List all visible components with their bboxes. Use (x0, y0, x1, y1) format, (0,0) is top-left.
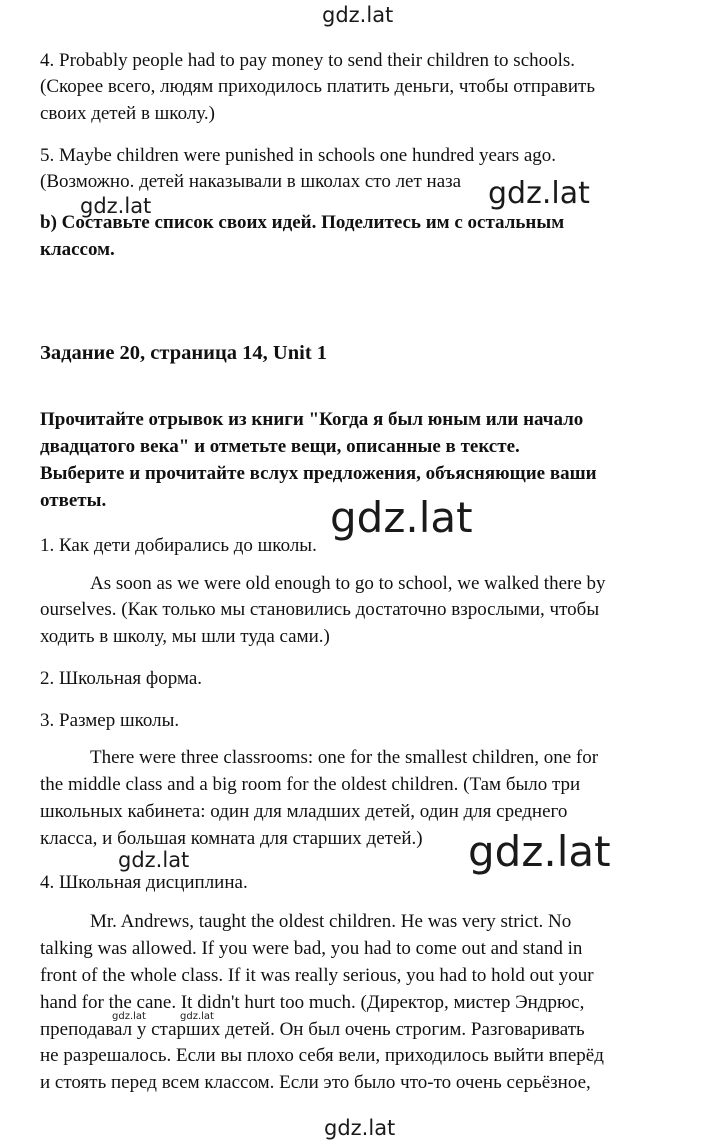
task-b-line: b) Составьте список своих идей. Поделитесь им с остальным (40, 212, 565, 233)
watermark: gdz.lat (330, 493, 473, 542)
instruction-line: двадцатого века" и отметьте вещи, описанные в тексте. (40, 436, 520, 457)
answer-line: 5. Maybe children were punished in schools one hundred years ago. (40, 145, 557, 166)
watermark: gdz.lat (324, 1116, 396, 1140)
item-answer-line: There were three classrooms: one for the smallest children, one for (90, 747, 599, 768)
answer-line: 4. Probably people had to pay money to send their children to schools. (40, 50, 576, 71)
item-title: 2. Школьная форма. (40, 668, 203, 689)
item-title: 1. Как дети добирались до школы. (40, 535, 317, 556)
item-answer-line: As soon as we were old enough to go to school, we walked there by (90, 573, 606, 594)
answer-line: (Скорее всего, людям приходилось платить деньги, чтобы отправить (40, 76, 595, 97)
watermark: gdz.lat (180, 1011, 214, 1022)
item-answer-line: Mr. Andrews, taught the oldest children. He was very strict. No (90, 911, 572, 932)
item-answer-line: не разрешалось. Если вы плохо себя вели, приходилось выйти вперёд (40, 1045, 604, 1066)
item-answer-line: front of the whole class. If it was really serious, you had to hold out your (40, 965, 594, 986)
answer-line: (Возможно. детей наказывали в школах сто лет наза (40, 171, 462, 192)
item-answer-line: ourselves. (Как только мы становились достаточно взрослыми, чтобы (40, 599, 600, 620)
task-b-line: классом. (40, 239, 115, 260)
watermark: gdz.lat (112, 1011, 146, 1022)
item-answer-line: класса, и большая комната для старших детей.) (40, 828, 423, 849)
item-title: 3. Размер школы. (40, 710, 180, 731)
instruction-line: Прочитайте отрывок из книги "Когда я был юным или начало (40, 409, 584, 430)
watermark: gdz.lat (488, 176, 590, 211)
item-answer-line: the middle class and a big room for the oldest children. (Там было три (40, 774, 581, 795)
watermark: gdz.lat (80, 194, 152, 218)
answer-line: своих детей в школу.) (40, 103, 215, 124)
item-answer-line: hand for the cane. It didn't hurt too much. (Директор, мистер Эндрюс, (40, 992, 585, 1013)
item-answer-line: и стоять перед всем классом. Если это было что-то очень серьёзное, (40, 1072, 591, 1093)
instruction-line: ответы. (40, 490, 107, 511)
watermark: gdz.lat (468, 827, 611, 876)
item-answer-line: преподавал у старших детей. Он был очень строгим. Разговаривать (40, 1019, 585, 1040)
watermark: gdz.lat (118, 848, 190, 872)
item-answer-line: ходить в школу, мы шли туда сами.) (40, 626, 330, 647)
item-answer-line: talking was allowed. If you were bad, you had to come out and stand in (40, 938, 583, 959)
item-title: 4. Школьная дисциплина. (40, 872, 248, 893)
watermark: gdz.lat (322, 3, 394, 27)
item-answer-line: школьных кабинета: один для младших детей, один для среднего (40, 801, 568, 822)
instruction-line: Выберите и прочитайте вслух предложения, объясняющие ваши (40, 463, 597, 484)
page-title: Задание 20, страница 14, Unit 1 (40, 342, 328, 364)
